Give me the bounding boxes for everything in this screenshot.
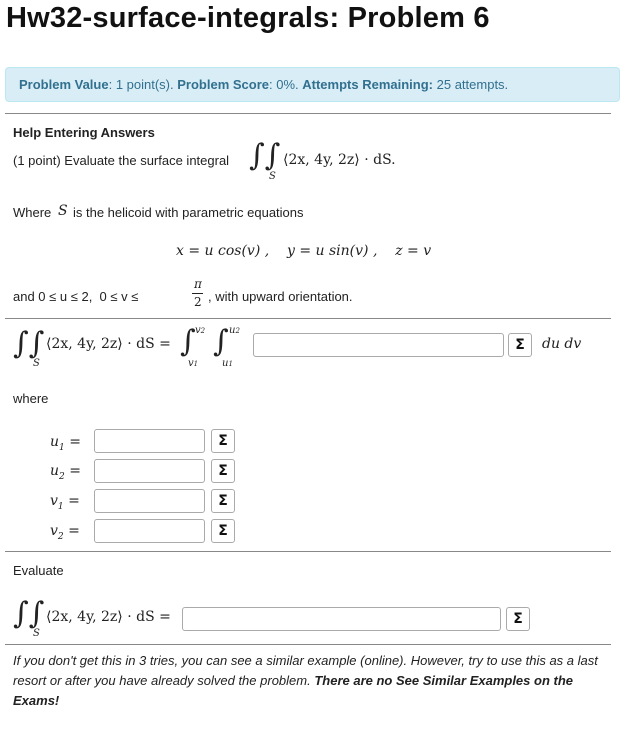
v2-input[interactable]: [94, 519, 205, 543]
parameter-bounds: and 0 ≤ u ≤ 2, 0 ≤ v ≤: [13, 289, 139, 304]
fraction-bar: [192, 293, 203, 294]
outer-integral-sign: ∫: [180, 324, 196, 359]
problem-info-box: [5, 67, 620, 102]
v1-input[interactable]: [94, 489, 205, 513]
equation-editor-sigma-icon[interactable]: Σ: [211, 459, 235, 483]
equation-editor-sigma-icon[interactable]: Σ: [506, 607, 530, 631]
double-integral-sign: ∫∫: [13, 596, 45, 631]
parametric-equations: x = u cos(v) , y = u sin(v) , z = v: [176, 243, 432, 259]
du-dv: du dv: [542, 336, 582, 352]
u2-input[interactable]: [94, 459, 205, 483]
surface-s: S: [58, 203, 68, 219]
u2-label: $u_2$ =: [50, 463, 81, 482]
problem-value-label: Problem Value: [19, 77, 109, 92]
divider: [5, 551, 611, 552]
integrand-equation: ⟨2x, 4y, 2z⟩ · dS =: [46, 336, 171, 352]
outer-lower-limit: v1: [188, 358, 199, 369]
equation-editor-sigma-icon[interactable]: Σ: [211, 489, 235, 513]
problem-score: : 0%.: [269, 77, 299, 92]
problem-intro: (1 point) Evaluate the surface integral: [13, 153, 230, 168]
integral-subscript-s: S: [33, 628, 40, 639]
evaluate-label: Evaluate: [13, 563, 64, 578]
helicoid-description: is the helicoid with parametric equations: [73, 205, 304, 220]
divider: [5, 644, 611, 645]
equation-editor-sigma-icon[interactable]: Σ: [211, 519, 235, 543]
orientation-text: , with upward orientation.: [208, 289, 353, 304]
divider: [5, 113, 611, 114]
outer-upper-limit: v2: [195, 325, 206, 336]
inner-integral-sign: ∫: [213, 324, 229, 359]
final-answer-input[interactable]: [182, 607, 501, 631]
v1-label: $v_1$ =: [50, 493, 80, 512]
divider: [5, 318, 611, 319]
where-s-prefix: Where: [13, 205, 52, 220]
problem-value: : 1 point(s).: [108, 77, 174, 92]
equation-editor-sigma-icon[interactable]: Σ: [508, 333, 532, 357]
u1-label: $u_1$ =: [50, 434, 81, 453]
double-integral-sign: ∫∫: [249, 138, 281, 173]
help-entering-answers-link[interactable]: Help Entering Answers: [13, 125, 155, 140]
v2-label: $v_2$ =: [50, 523, 80, 542]
fraction-pi: π: [194, 277, 202, 291]
u1-input[interactable]: [94, 429, 205, 453]
equation-editor-sigma-icon[interactable]: Σ: [211, 429, 235, 453]
footer-note: If you don't get this in 3 tries, you can see a similar example (online). However, try to use this as a last resort or after you have already solved the problem. There are no See Similar Examples on the Exams!: [13, 653, 598, 708]
double-integral-sign: ∫∫: [13, 326, 45, 361]
attempts-label: Attempts Remaining:: [302, 77, 433, 92]
where-label: where: [13, 391, 49, 406]
integral-subscript-s: S: [33, 358, 40, 369]
problem-score-label: Problem Score: [177, 77, 270, 92]
integral-subscript-s: S: [269, 171, 276, 182]
integrand-answer-input[interactable]: [253, 333, 504, 357]
fraction-two: 2: [194, 295, 202, 309]
inner-upper-limit: u2: [229, 325, 240, 336]
integrand-text: ⟨2x, 4y, 2z⟩ · dS.: [283, 152, 396, 168]
integrand-equation-final: ⟨2x, 4y, 2z⟩ · dS =: [46, 609, 171, 625]
inner-lower-limit: u1: [222, 358, 233, 369]
page-title: Hw32-surface-integrals: Problem 6: [6, 2, 490, 34]
attempts-remaining: 25 attempts.: [436, 77, 509, 92]
footer-note-bold: There are no See Similar Examples on the Exams!: [13, 673, 573, 708]
